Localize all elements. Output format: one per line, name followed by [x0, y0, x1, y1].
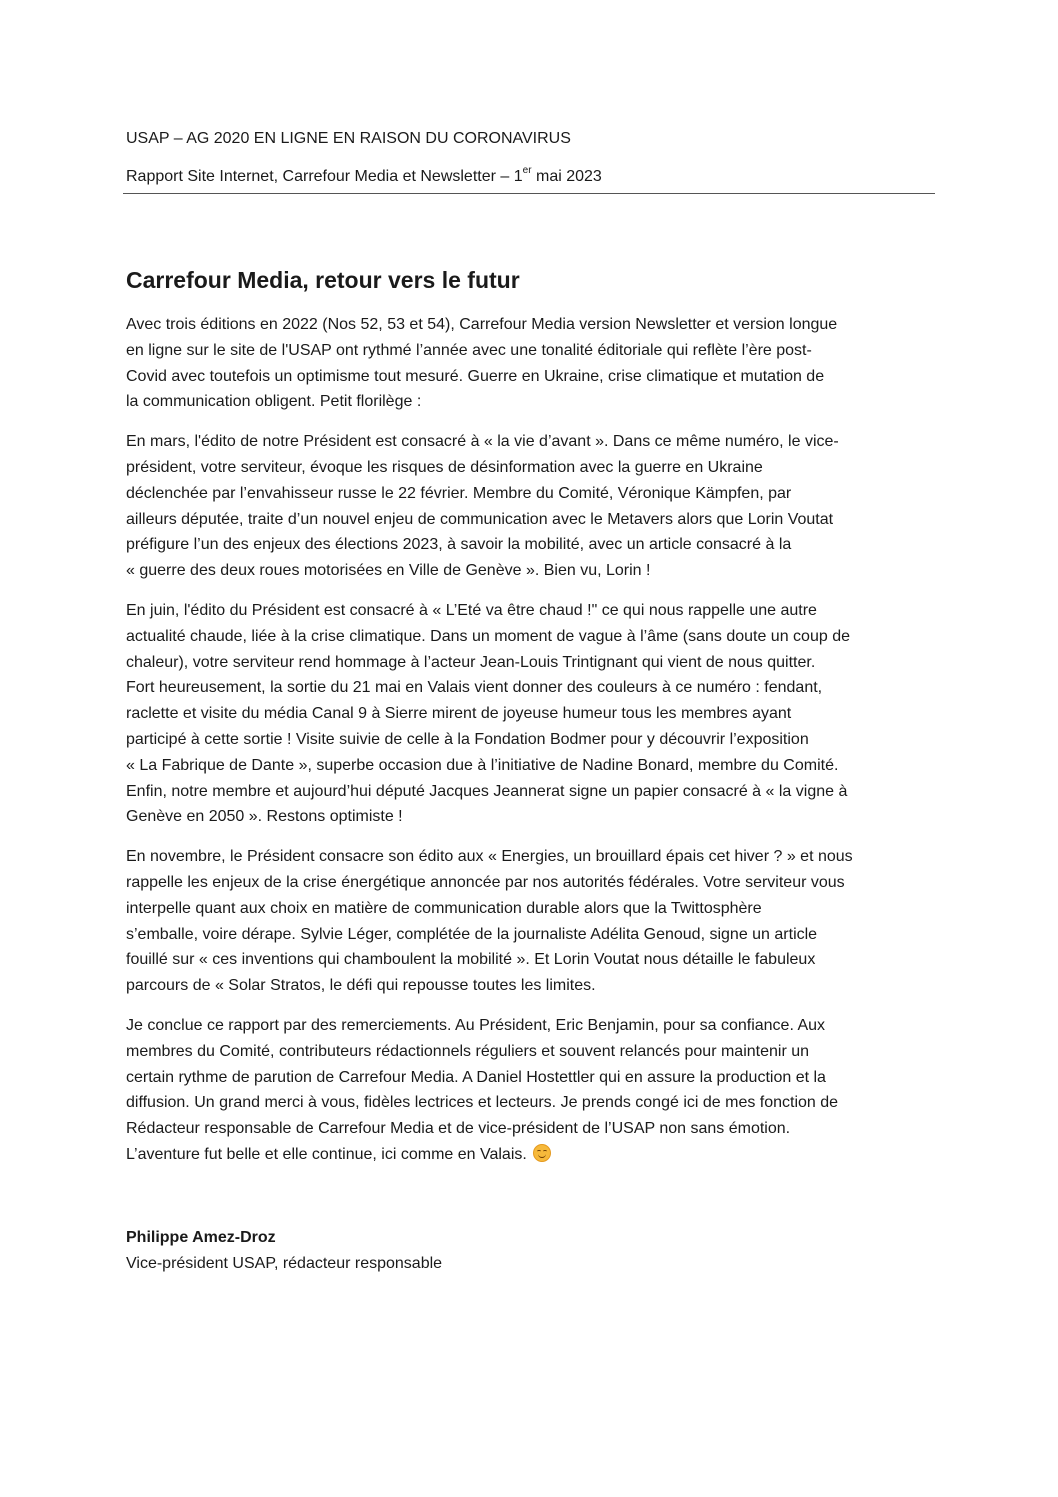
header-subtitle-date: mai 2023: [531, 168, 602, 185]
text-line: en ligne sur le site de l'USAP ont rythmé l’année avec une tonalité éditoriale qui reflète l’ère post-: [126, 341, 812, 359]
text-line: Covid avec toutefois un optimisme tout mesuré. Guerre en Ukraine, crise climatique et mutation de: [126, 367, 825, 385]
text-line: raclette et visite du média Canal 9 à Sierre mirent de joyeuse humeur tous les membres ayant: [126, 705, 792, 723]
text-line: L’aventure fut belle et elle continue, ici comme en Valais.: [126, 1145, 527, 1163]
document-header: [126, 128, 936, 188]
text-line: diffusion. Un grand merci à vous, fidèles lectrices et lecteurs. Je prends congé ici de mes fonction de: [126, 1094, 839, 1112]
paragraph-thanks: [126, 1013, 938, 1168]
text-line: Rédacteur responsable de Carrefour Media et de vice-président de l’USAP non sans émotion.: [126, 1120, 791, 1138]
text-line: En juin, l'édito du Président est consacré à « L’Eté va être chaud !" ce qui nous rappelle une autre: [126, 601, 817, 619]
closing-line: [126, 1142, 938, 1168]
header-subtitle-text: Rapport Site Internet, Carrefour Media et Newsletter – 1: [126, 168, 523, 185]
article-body: [126, 312, 938, 1182]
text-line: préfigure l’un des enjeux des élections 2023, à savoir la mobilité, avec un article consacré à la: [126, 536, 792, 554]
smiling-face-icon: [533, 1144, 551, 1162]
article-title: Carrefour Media, retour vers le futur: [126, 267, 520, 293]
text-line: rappelle les enjeux de la crise énergétique annoncée par nos autorités fédérales. Votre serviteur vous: [126, 873, 845, 891]
smiley-mouth: [538, 1153, 546, 1158]
paragraph-march: [126, 429, 938, 584]
text-line: Fort heureusement, la sortie du 21 mai en Valais vient donner des couleurs à ce numéro : fendant,: [126, 679, 823, 697]
text-line: interpelle quant aux choix en matière de communication durable alors que la Twittosphère: [126, 899, 762, 917]
header-title: USAP – AG 2020 EN LIGNE EN RAISON DU CORONAVIRUS: [126, 130, 571, 147]
text-line: « guerre des deux roues motorisées en Ville de Genève ». Bien vu, Lorin !: [126, 562, 651, 580]
text-line: parcours de « Solar Stratos, le défi qui repousse toutes les limites.: [126, 977, 596, 995]
text-line: participé à cette sortie ! Visite suivie de celle à la Fondation Bodmer pour y découvrir l’exposition: [126, 730, 809, 748]
text-line: fouillé sur « ces inventions qui chamboulent la mobilité ». Et Lorin Voutat nous détaille le fabuleux: [126, 951, 816, 969]
text-line: En mars, l'édito de notre Président est consacré à « la vie d’avant ». Dans ce même numéro, le vice-: [126, 433, 839, 451]
text-line: actualité chaude, liée à la crise climatique. Dans un moment de vague à l’âme (sans doute un coup de: [126, 627, 850, 645]
text-line: membres du Comité, contributeurs rédactionnels réguliers et souvent relancés pour maintenir un: [126, 1042, 810, 1060]
header-subtitle: [126, 166, 936, 188]
text-line: certain rythme de parution de Carrefour Media. A Daniel Hostettler qui en assure la production et la: [126, 1068, 826, 1086]
text-line: « La Fabrique de Dante », superbe occasion due à l’initiative de Nadine Bonard, membre du Comité.: [126, 756, 839, 774]
text-line: ailleurs députée, traite d’un nouvel enjeu de communication avec le Metavers alors que Lorin Voutat: [126, 510, 834, 528]
paragraph-june: [126, 598, 938, 830]
signature-name: Philippe Amez-Droz: [126, 1229, 276, 1246]
text-line: Je conclue ce rapport par des remerciements. Au Président, Eric Benjamin, pour sa confiance. Aux: [126, 1016, 826, 1034]
text-line: chaleur), votre serviteur rend hommage à l’acteur Jean-Louis Trintignant qui vient de nous quitter.: [126, 653, 816, 671]
paragraph-november: [126, 844, 938, 999]
header-divider: [123, 193, 935, 194]
paragraph-intro: [126, 312, 938, 415]
text-line: président, votre serviteur, évoque les risques de désinformation avec la guerre en Ukraine: [126, 458, 763, 476]
text-line: s’emballe, voire dérape. Sylvie Léger, complétée de la journaliste Adélita Genoud, signe un article: [126, 925, 818, 943]
text-line: En novembre, le Président consacre son édito aux « Energies, un brouillard épais cet hiver ? » et nous: [126, 848, 853, 866]
text-line: Avec trois éditions en 2022 (Nos 52, 53 et 54), Carrefour Media version Newsletter et version longue: [126, 316, 838, 333]
text-line: Enfin, notre membre et aujourd’hui député Jacques Jeannerat signe un papier consacré à « la vigne à: [126, 782, 848, 800]
signature-block: [126, 1225, 442, 1277]
text-line: déclenchée par l’envahisseur russe le 22 février. Membre du Comité, Véronique Kämpfen, par: [126, 484, 792, 502]
text-line: Genève en 2050 ». Restons optimiste !: [126, 808, 403, 826]
header-subtitle-superscript: er: [522, 164, 532, 176]
signature-role: Vice-président USAP, rédacteur responsable: [126, 1254, 443, 1272]
text-line: la communication obligent. Petit florilège :: [126, 393, 422, 411]
